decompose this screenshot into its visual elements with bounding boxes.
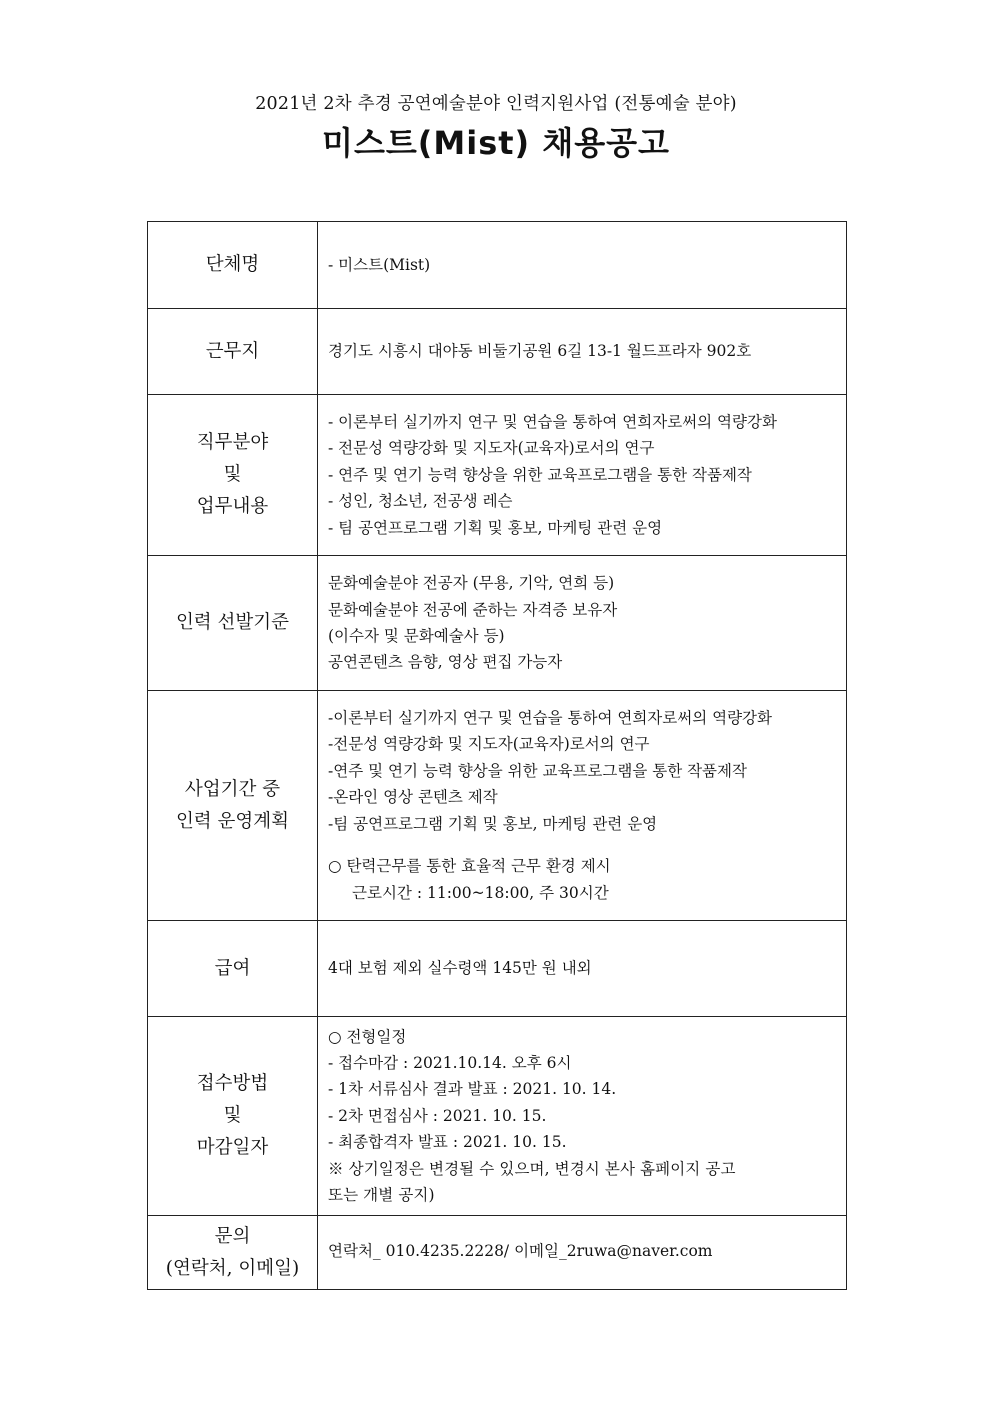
criteria-line: 문화예술분야 전공자 (무용, 기악, 연희 등): [328, 574, 615, 593]
label-duties-line-2: 및: [223, 464, 242, 485]
label-contact-line-1: 문의: [214, 1225, 251, 1247]
flex-work-hours: 근로시간 : 11:00~18:00, 주 30시간: [352, 883, 609, 902]
label-salary: [148, 921, 318, 1017]
salary-amount: 4대 보험 제외 실수령액 145만 원 내외: [328, 959, 592, 978]
schedule-line: - 최종합격자 발표 : 2021. 10. 15.: [328, 1133, 567, 1152]
org-name: - 미스트(Mist): [328, 255, 431, 274]
criteria-line: (이수자 및 문화예술사 등): [328, 627, 505, 645]
plan-line: -온라인 영상 콘텐츠 제작: [328, 788, 498, 807]
value-org: [318, 222, 847, 309]
label-location: [148, 309, 318, 395]
criteria-line: 문화예술분야 전공에 준하는 자격증 보유자: [328, 600, 618, 619]
spacer: [328, 837, 840, 853]
row-contact: [148, 1216, 847, 1290]
row-org: [148, 222, 847, 309]
plan-line: -팀 공연프로그램 기획 및 홍보, 마케팅 관련 운영: [328, 814, 658, 833]
plan-line: -연주 및 연기 능력 향상을 위한 교육프로그램을 통한 작품제작: [328, 761, 747, 780]
row-location: [148, 309, 847, 395]
label-location-text: 근무지: [205, 340, 260, 362]
flex-work-title: ○ 탄력근무를 통한 효율적 근무 환경 제시: [328, 857, 611, 876]
label-contact: [148, 1216, 318, 1290]
criteria-line: 공연콘텐츠 음향, 영상 편집 가능자: [328, 653, 563, 672]
value-apply: [318, 1017, 847, 1216]
recruitment-info-table: [147, 221, 847, 1290]
schedule-line: - 접수마감 : 2021.10.14. 오후 6시: [328, 1053, 572, 1072]
label-org: [148, 222, 318, 309]
value-location: [318, 309, 847, 395]
plan-line: -이론부터 실기까지 연구 및 연습을 통하여 연희자로써의 역량강화: [328, 709, 772, 728]
label-apply: [148, 1017, 318, 1216]
schedule-line: - 1차 서류심사 결과 발표 : 2021. 10. 14.: [328, 1080, 617, 1099]
row-salary: [148, 921, 847, 1017]
row-duties: [148, 395, 847, 556]
duty-line: - 팀 공연프로그램 기획 및 홍보, 마케팅 관련 운영: [328, 518, 663, 537]
label-plan: [148, 691, 318, 921]
duty-line: - 성인, 청소년, 전공생 레슨: [328, 492, 513, 511]
location-address: 경기도 시흥시 대야동 비둘기공원 6길 13-1 월드프라자 902호: [328, 342, 752, 361]
row-plan: [148, 691, 847, 921]
duty-line: - 전문성 역량강화 및 지도자(교육자)로서의 연구: [328, 439, 655, 458]
document-title: 미스트(Mist) 채용공고: [322, 124, 670, 162]
schedule-note: ※ 상기일정은 변경될 수 있으며, 변경시 본사 홈페이지 공고: [328, 1159, 736, 1178]
value-contact: [318, 1216, 847, 1290]
document-subtitle: 2021년 2차 추경 공연예술분야 인력지원사업 (전통예술 분야): [255, 94, 737, 114]
label-duties-line-3: 업무내용: [196, 496, 269, 517]
label-criteria-text: 인력 선발기준: [175, 612, 290, 633]
label-plan-line-2: 인력 운영계획: [175, 810, 290, 832]
row-criteria: [148, 556, 847, 691]
plan-line: -전문성 역량강화 및 지도자(교육자)로서의 연구: [328, 735, 650, 754]
label-duties-line-1: 직무분야: [196, 432, 269, 453]
value-duties: [318, 395, 847, 556]
label-apply-line-1: 접수방법: [196, 1073, 269, 1094]
contact-info: 연락처_ 010.4235.2228/ 이메일_2ruwa@naver.com: [328, 1242, 713, 1260]
label-apply-line-2: 및: [223, 1105, 242, 1126]
duty-line: - 이론부터 실기까지 연구 및 연습을 통하여 연희자로써의 역량강화: [328, 412, 777, 431]
schedule-note-cont: 또는 개별 공지): [328, 1186, 435, 1205]
row-apply: [148, 1017, 847, 1216]
duty-line: - 연주 및 연기 능력 향상을 위한 교육프로그램을 통한 작품제작: [328, 465, 752, 484]
label-apply-line-3: 마감일자: [196, 1137, 269, 1158]
schedule-heading: ○ 전형일정: [328, 1027, 407, 1046]
label-criteria: [148, 556, 318, 691]
label-org-text: 단체명: [205, 254, 260, 275]
value-criteria: [318, 556, 847, 691]
value-salary: [318, 921, 847, 1017]
label-duties: [148, 395, 318, 556]
label-contact-line-2: (연락처, 이메일): [165, 1257, 300, 1279]
value-plan: [318, 691, 847, 921]
label-salary-text: 급여: [214, 957, 251, 979]
schedule-line: - 2차 면접심사 : 2021. 10. 15.: [328, 1106, 547, 1125]
label-plan-line-1: 사업기간 중: [184, 778, 281, 800]
